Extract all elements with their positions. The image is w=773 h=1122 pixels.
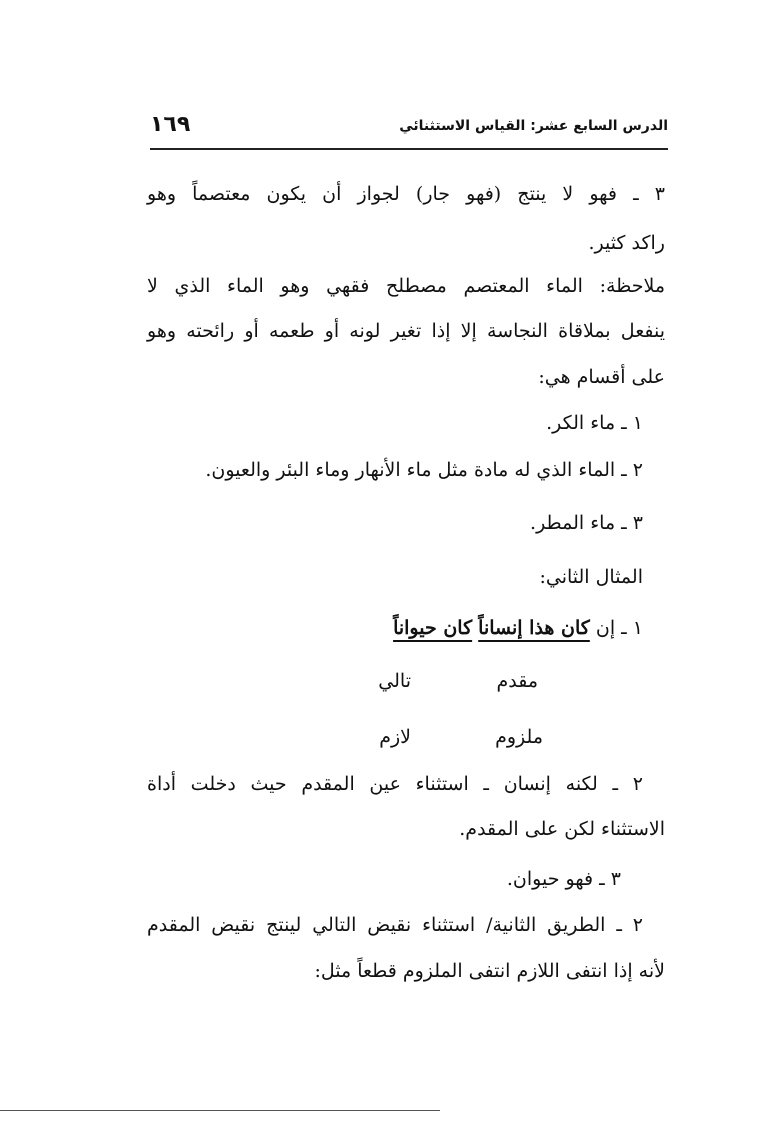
label-antecedent: مقدم: [496, 670, 538, 692]
example-line: [393, 617, 643, 640]
example-prefix: ١ ـ إن: [595, 617, 643, 639]
list-item: ٣ ـ ماء المطر.: [530, 512, 643, 534]
running-header: [150, 112, 668, 150]
list-item: ١ ـ ماء الكر.: [546, 412, 643, 434]
section-heading: المثال الثاني:: [539, 566, 643, 588]
paragraph-line: راكد كثير.: [588, 232, 665, 254]
bottom-rule: [0, 1110, 440, 1111]
page-number: ١٦٩: [150, 112, 191, 137]
chapter-title: الدرس السابع عشر: القياس الاستثنائي: [399, 118, 668, 134]
paragraph-line: لأنه إذا انتفى اللازم انتفى الملزوم قطعاً مثل:: [314, 960, 665, 982]
label-entailing: ملزوم: [495, 726, 543, 748]
note-line: ملاحظة: الماء المعتصم مصطلح فقهي وهو الماء الذي لا: [147, 275, 665, 297]
paragraph-line: ٣ ـ فهو لا ينتج (فهو جار) لجواز أن يكون معتصماً وهو: [147, 183, 665, 205]
consequent-text: كان حيواناً: [393, 617, 473, 639]
label-consequent: تالي: [378, 670, 411, 692]
antecedent-text: كان هذا إنساناً: [478, 617, 590, 639]
paragraph-line: ٢ ـ لكنه إنسان ـ استثناء عين المقدم حيث دخلت أداة: [147, 773, 643, 795]
note-line: على أقسام هي:: [538, 366, 665, 388]
list-item: ٢ ـ الماء الذي له مادة مثل ماء الأنهار وماء البئر والعيون.: [205, 459, 643, 481]
paragraph-line: الاستثناء لكن على المقدم.: [459, 818, 665, 840]
label-entailed: لازم: [379, 726, 411, 748]
paragraph-line: ٣ ـ فهو حيوان.: [506, 868, 621, 890]
note-line: ينفعل بملاقاة النجاسة إلا إذا تغير لونه أو طعمه أو رائحته وهو: [147, 320, 665, 342]
paragraph-line: ٢ ـ الطريق الثانية/ استثناء نقيض التالي لينتج نقيض المقدم: [147, 914, 643, 936]
